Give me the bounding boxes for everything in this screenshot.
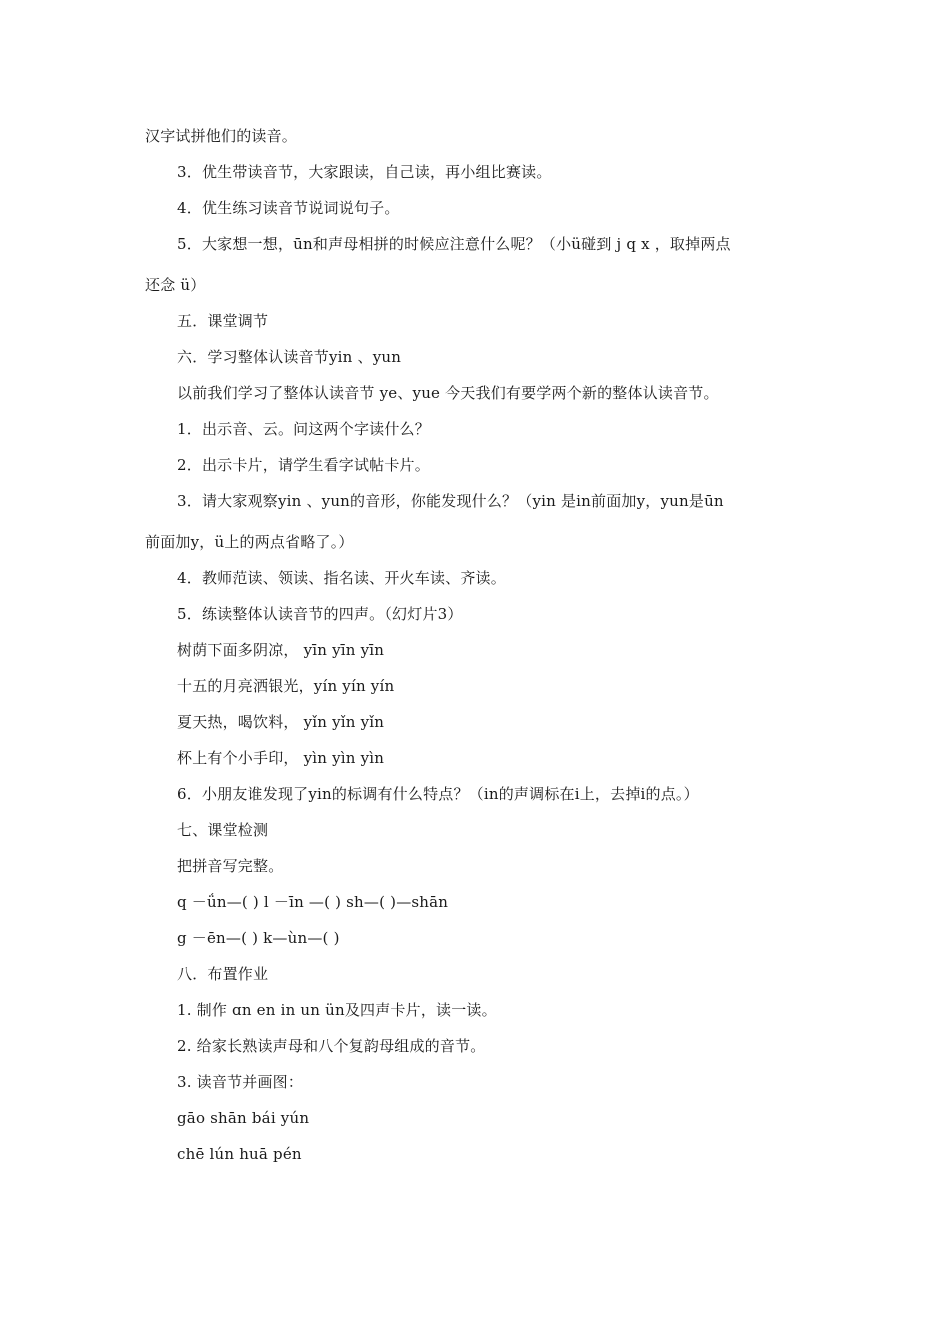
text-line: 五．课堂调节 (177, 312, 269, 330)
text-line: q －ǘn—( ) l －īn —( ) sh—( )—shān (177, 893, 449, 911)
text-line: 3．优生带读音节，大家跟读，自己读，再小组比赛读。 (177, 163, 552, 181)
text-line: 树荫下面多阴凉， yīn yīn yīn (177, 641, 385, 659)
text-line: 夏天热，喝饮料， yǐn yǐn yǐn (177, 713, 385, 731)
text-line: 前面加y，ü上的两点省略了。） (145, 533, 354, 551)
text-line: 5．大家想一想，ūn和声母相拼的时候应注意什么呢？（小ü碰到 j q x ，取掉两点 (177, 235, 731, 253)
text-line: 杯上有个小手印， yìn yìn yìn (177, 749, 385, 767)
text-line: 3. 读音节并画图： (177, 1073, 304, 1091)
text-line: 3．请大家观察yin 、yun的音形，你能发现什么？（yin 是in前面加y，yun是ūn (177, 492, 724, 510)
text-line: 七、课堂检测 (177, 821, 269, 839)
text-line: 以前我们学习了整体认读音节 ye、yue 今天我们有要学两个新的整体认读音节。 (177, 384, 719, 402)
text-line: 4．教师范读、领读、指名读、开火车读、齐读。 (177, 569, 506, 587)
text-line: 十五的月亮洒银光，yín yín yín (177, 677, 395, 695)
text-line: 1．出示音、云。问这两个字读什么？ (177, 420, 430, 438)
text-line: 1. 制作 ɑn en in un ün及四声卡片，读一读。 (177, 1001, 497, 1019)
text-line: 2．出示卡片，请学生看字试帖卡片。 (177, 456, 430, 474)
text-line: 六．学习整体认读音节yin 、yun (177, 348, 402, 366)
text-line: chē lún huā pén (177, 1145, 302, 1163)
text-line: 还念 ü） (145, 276, 206, 294)
text-line: 把拼音写完整。 (177, 857, 284, 875)
text-line: 6．小朋友谁发现了yin的标调有什么特点？（in的声调标在i上，去掉i的点。） (177, 785, 699, 803)
text-line: 5．练读整体认读音节的四声。（幻灯片3） (177, 605, 463, 623)
text-line: 汉字试拼他们的读音。 (145, 127, 298, 145)
text-line: 2. 给家长熟读声母和八个复韵母组成的音节。 (177, 1037, 486, 1055)
text-line: gāo shān bái yún (177, 1109, 310, 1127)
text-line: 八．布置作业 (177, 965, 269, 983)
text-line: g －ēn—( ) k—ùn—( ) (177, 929, 340, 947)
text-line: 4．优生练习读音节说词说句子。 (177, 199, 400, 217)
